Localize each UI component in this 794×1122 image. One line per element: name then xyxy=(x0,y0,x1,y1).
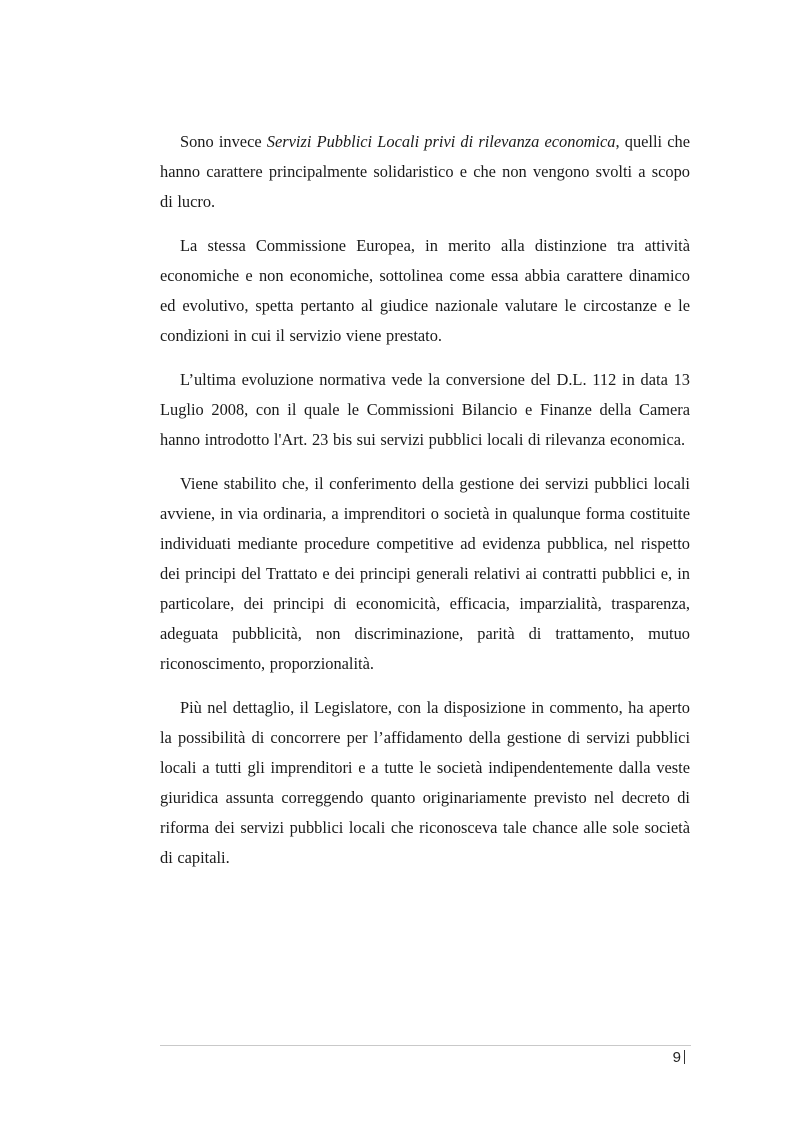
paragraph-4: Viene stabilito che, il conferimento della gestione dei servizi pubblici locali avviene, in via ordinaria, a imprenditori o società in qualunque forma costituite individuati mediante procedure competitive ad evidenza pubblica, nel rispetto dei principi del Trattato e dei principi generali relativi ai contratti pubblici e, in particolare, dei principi di economicità, efficacia, imparzialità, trasparenza, adeguata pubblicità, non discriminazione, parità di trattamento, mutuo riconoscimento, proporzionalità. xyxy=(160,474,690,673)
paragraph-2: La stessa Commissione Europea, in merito alla distinzione tra attività economiche e non economiche, sottolinea come essa abbia carattere dinamico ed evolutivo, spetta pertanto al giudice nazionale valutare le circostanze e le condizioni in cui il servizio viene prestato. xyxy=(160,236,690,345)
paragraph-1-intro: Sono invece xyxy=(180,132,267,151)
paragraph-5: Più nel dettaglio, il Legislatore, con la disposizione in commento, ha aperto la possibilità di concorrere per l’affidamento della gestione di servizi pubblici locali a tutti gli imprenditori e a tutte le società indipendentemente dalla veste giuridica assunta correggendo quanto originariamente previsto nel decreto di riforma dei servizi pubblici locali che riconosceva tale chance alle sole società di capitali. xyxy=(160,698,690,867)
paragraph-1 xyxy=(160,127,690,217)
document-body xyxy=(160,127,690,887)
page-number-separator xyxy=(684,1050,685,1064)
paragraph-1-italic-term: Servizi Pubblici Locali privi di rilevanza economica xyxy=(266,132,616,151)
page-number-value: 9 xyxy=(672,1049,681,1066)
paragraph-3: L’ultima evoluzione normativa vede la conversione del D.L. 112 in data 13 Luglio 2008, con il quale le Commissioni Bilancio e Finanze della Camera hanno introdotto l'Art. 23 bis sui servizi pubblici locali di rilevanza economica. xyxy=(160,370,690,449)
page-number xyxy=(673,1048,685,1068)
paragraph-1-rest: , quelli che hanno carattere principalmente solidaristico e che non vengono svolti a scopo di lucro. xyxy=(160,132,690,211)
footer-divider xyxy=(160,1045,691,1046)
